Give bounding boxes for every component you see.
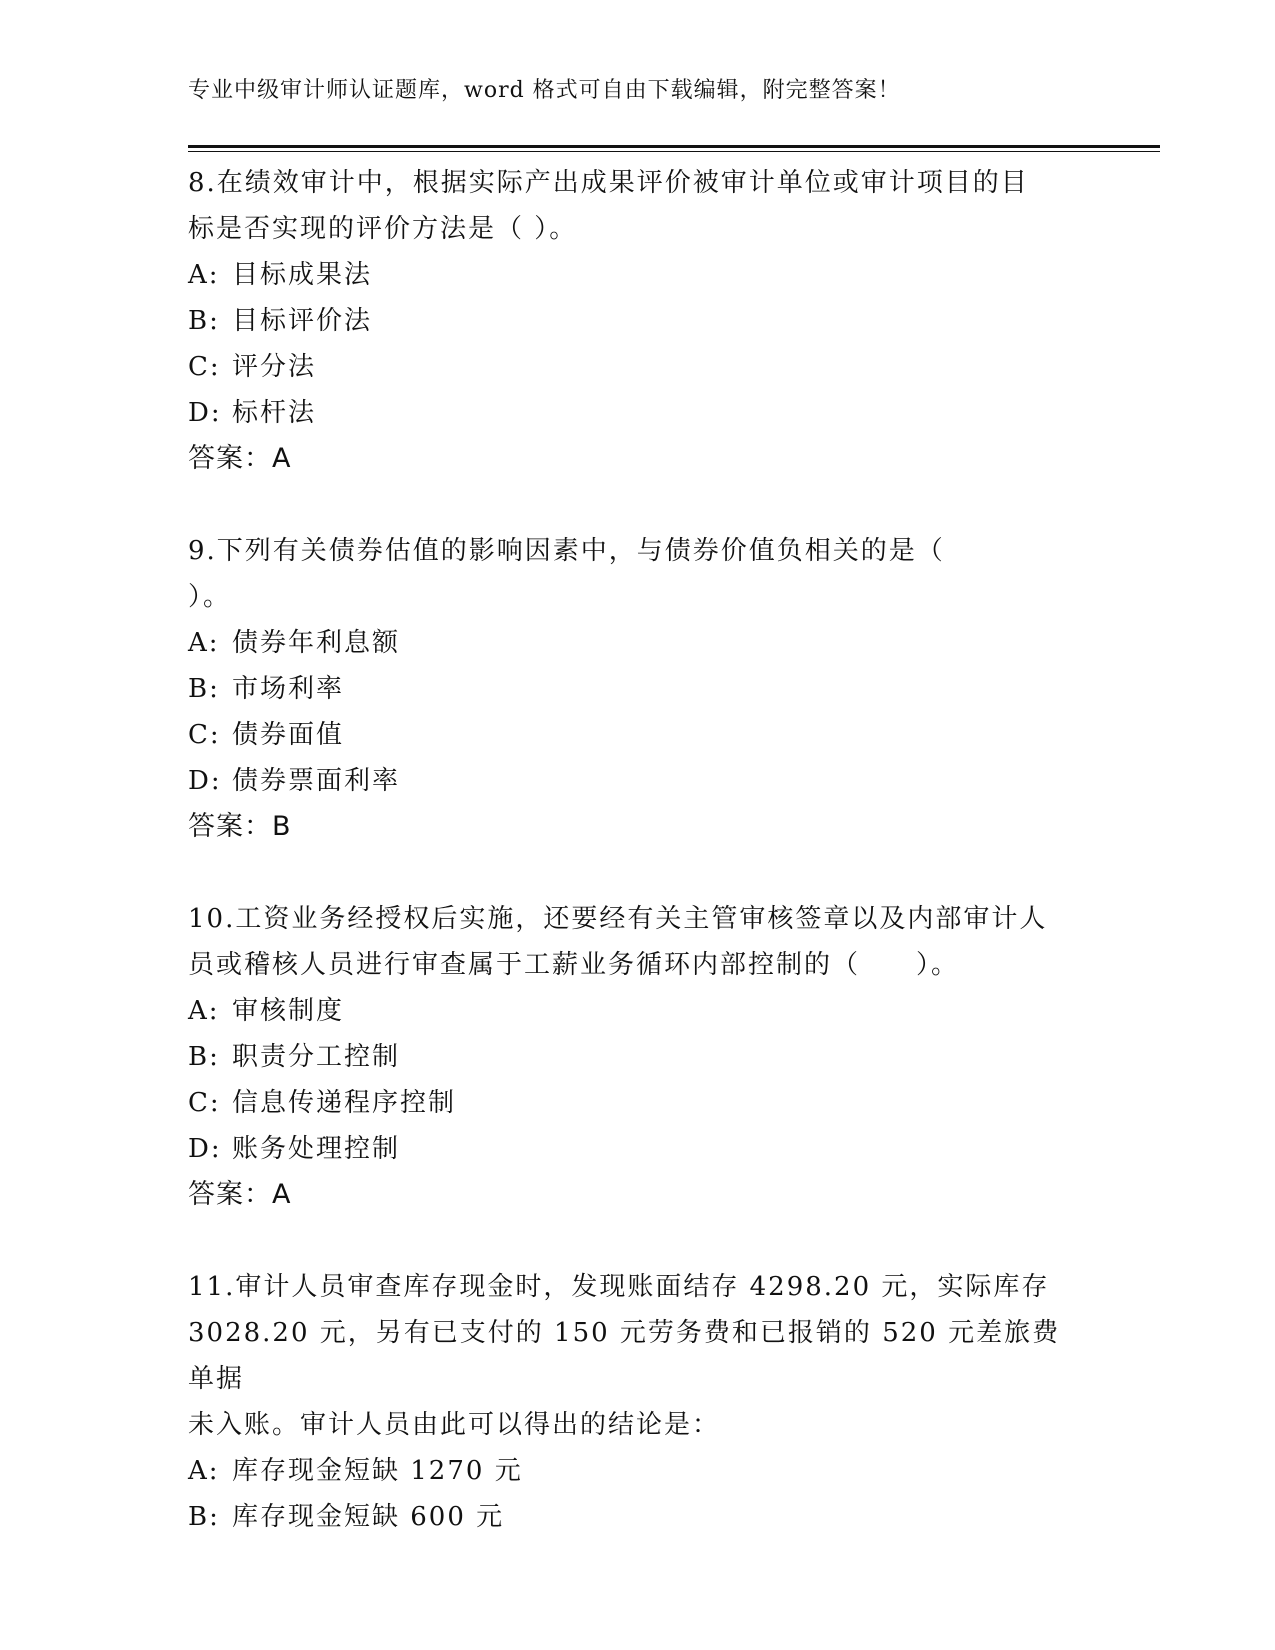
option-text: 债券面值 [232, 720, 345, 750]
option-letter: B: [188, 306, 220, 336]
question-stem-line: 10.工资业务经授权后实施，还要经有关主管审核签章以及内部审计人 [188, 904, 1048, 934]
option-text: 库存现金短缺 600 元 [232, 1502, 505, 1532]
question-11 [188, 1264, 1088, 1540]
question-stem-line: 标是否实现的评价方法是（ ）。 [188, 214, 578, 244]
option-letter: D: [188, 1134, 222, 1164]
question-stem-line: 9.下列有关债券估值的影响因素中，与债券价值负相关的是（ [188, 536, 945, 566]
option-letter: C: [188, 720, 221, 750]
option-c [188, 344, 1088, 390]
option-b [188, 1034, 1088, 1080]
question-9 [188, 528, 1088, 850]
option-text: 债券票面利率 [232, 766, 401, 796]
question-stem-line: 员或稽核人员进行审查属于工薪业务循环内部控制的（ ）。 [188, 950, 960, 980]
option-letter: A: [188, 996, 220, 1026]
option-text: 目标评价法 [232, 306, 373, 336]
option-c [188, 1080, 1088, 1126]
question-list [188, 160, 1088, 1586]
option-text: 审核制度 [232, 996, 345, 1026]
option-d [188, 758, 1088, 804]
header-rule-thin [188, 151, 1160, 152]
question-stem-line: ）。 [188, 582, 232, 612]
option-letter: D: [188, 766, 222, 796]
option-letter: A: [188, 628, 220, 658]
question-stem-line: 未入账。审计人员由此可以得出的结论是： [188, 1410, 721, 1440]
option-letter: D: [188, 398, 222, 428]
option-text: 账务处理控制 [232, 1134, 401, 1164]
option-d [188, 390, 1088, 436]
question-stem-line: 8.在绩效审计中，根据实际产出成果评价被审计单位或审计项目的目 [188, 168, 1029, 198]
option-b [188, 298, 1088, 344]
option-b [188, 1494, 1088, 1540]
option-text: 库存现金短缺 1270 元 [232, 1456, 523, 1486]
page-header: 专业中级审计师认证题库，word 格式可自由下载编辑，附完整答案！ [188, 78, 901, 103]
question-10 [188, 896, 1088, 1218]
option-b [188, 666, 1088, 712]
question-8 [188, 160, 1088, 482]
option-text: 市场利率 [232, 674, 345, 704]
option-letter: B: [188, 1042, 220, 1072]
option-letter: A: [188, 260, 220, 290]
option-letter: B: [188, 1502, 220, 1532]
option-a [188, 252, 1088, 298]
option-letter: A: [188, 1456, 220, 1486]
option-a [188, 1448, 1088, 1494]
header-rule-thick [188, 145, 1160, 148]
option-text: 目标成果法 [232, 260, 373, 290]
option-a [188, 988, 1088, 1034]
option-text: 标杆法 [232, 398, 317, 428]
answer-line: 答案：B [188, 811, 292, 842]
option-d [188, 1126, 1088, 1172]
answer-line: 答案：A [188, 1179, 292, 1210]
answer-line: 答案：A [188, 443, 292, 474]
option-text: 评分法 [232, 352, 317, 382]
option-letter: C: [188, 352, 221, 382]
question-stem-line: 11.审计人员审查库存现金时，发现账面结存 4298.20 元，实际库存 [188, 1272, 1050, 1302]
option-letter: B: [188, 674, 220, 704]
option-c [188, 712, 1088, 758]
option-text: 职责分工控制 [232, 1042, 401, 1072]
option-letter: C: [188, 1088, 221, 1118]
option-text: 债券年利息额 [232, 628, 401, 658]
option-a [188, 620, 1088, 666]
option-text: 信息传递程序控制 [232, 1088, 457, 1118]
question-stem-line: 3028.20 元，另有已支付的 150 元劳务费和已报销的 520 元差旅费单据 [188, 1318, 1061, 1394]
